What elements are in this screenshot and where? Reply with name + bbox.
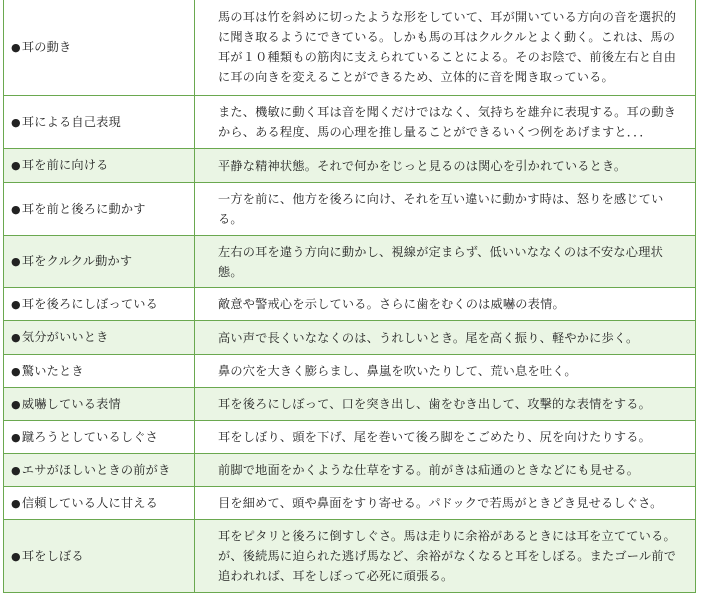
- row-description: [195, 0, 696, 96]
- row-heading: [4, 149, 195, 183]
- row-heading: [4, 520, 195, 593]
- row-heading: [4, 454, 195, 487]
- bullet-icon: ●: [11, 331, 21, 344]
- bullet-icon: ●: [11, 255, 21, 268]
- row-heading: [4, 487, 195, 520]
- row-description: [195, 520, 696, 593]
- row-description-text: 目を細めて、頭や鼻面をすり寄せる。パドックで若馬がときどき見せるしぐさ。: [218, 496, 663, 510]
- row-heading-label: エサがほしいときの前がき: [21, 462, 171, 477]
- row-description: [195, 96, 696, 149]
- row-description-text: 平静な精神状態。それで何かをじっと見るのは関心を引かれているとき。: [218, 158, 627, 173]
- row-heading-label: 耳の動き: [21, 39, 72, 54]
- row-heading-label: 耳をしぼる: [21, 548, 84, 563]
- row-description: [195, 388, 696, 421]
- row-heading-label: 耳を前に向ける: [21, 158, 109, 172]
- bullet-icon: ●: [11, 40, 21, 54]
- row-description: [195, 236, 696, 288]
- row-description: [195, 183, 696, 236]
- table-row: [4, 321, 696, 355]
- table-row: [4, 454, 696, 487]
- bullet-icon: ●: [11, 159, 21, 172]
- table-row: [4, 0, 696, 96]
- row-heading: [4, 388, 195, 421]
- row-heading-label: 耳を後ろにしぼっている: [21, 296, 159, 311]
- bullet-icon: ●: [11, 496, 21, 510]
- table-row: [4, 96, 696, 149]
- row-heading-label: 蹴ろうとしているしぐさ: [21, 429, 159, 444]
- row-heading: [4, 321, 195, 355]
- row-heading-label: 耳をクルクル動かす: [21, 254, 133, 268]
- row-heading: [4, 288, 195, 321]
- table-row: [4, 388, 696, 421]
- row-description: [195, 321, 696, 355]
- row-heading-label: 耳を前と後ろに動かす: [21, 201, 146, 216]
- row-description-text: 耳をしぼり、頭を下げ、尾を巻いて後ろ脚をこごめたり、尻を向けたりする。: [218, 430, 652, 444]
- table-row: [4, 288, 696, 321]
- row-description: [195, 355, 696, 388]
- row-heading-label: 耳による自己表現: [21, 114, 121, 129]
- row-description-text: 馬の耳は竹を斜めに切ったような形をしていて、耳が開いている方向の音を選択的に聞き取るようにできている。しかも馬の耳はクルクルとよく動く。これは、馬の耳が１０種類もの筋肉に支えられていることによる。そのお陰で、前後左右と自由に耳の向きを変えることができるため、立体的に音を聞き取っている。: [218, 10, 677, 84]
- row-heading: [4, 0, 195, 96]
- row-heading: [4, 236, 195, 288]
- row-heading: [4, 183, 195, 236]
- row-description-text: 一方を前に、他方を後ろに向け、それを互い違いに動かす時は、怒りを感じている。: [218, 192, 664, 226]
- row-heading: [4, 355, 195, 388]
- bullet-icon: ●: [11, 364, 21, 378]
- row-description: [195, 487, 696, 520]
- table-row: [4, 183, 696, 236]
- bullet-icon: ●: [11, 549, 21, 563]
- table-row: [4, 520, 696, 593]
- bullet-icon: ●: [11, 297, 21, 311]
- table-row: [4, 421, 696, 454]
- row-description-text: 前脚で地面をかくような仕草をする。前がきは疝通のときなどにも見せる。: [218, 463, 640, 477]
- row-description: [195, 149, 696, 183]
- table-row: [4, 149, 696, 183]
- table-row: [4, 487, 696, 520]
- bullet-icon: ●: [11, 397, 21, 411]
- bullet-icon: ●: [11, 202, 21, 216]
- row-description-text: 高い声で長くいななくのは、うれしいとき。尾を高く振り、軽やかに歩く。: [218, 330, 639, 345]
- row-heading-label: 驚いたとき: [21, 363, 84, 378]
- row-description-text: 左右の耳を違う方向に動かし、視線が定まらず、低いいななくのは不安な心理状態。: [218, 244, 663, 279]
- bullet-icon: ●: [11, 115, 21, 129]
- row-heading-label: 気分がいいとき: [21, 330, 109, 344]
- row-description-text: 鼻の穴を大きく膨らまし、鼻嵐を吹いたりして、荒い息を吐く。: [218, 364, 577, 378]
- row-description: [195, 421, 696, 454]
- row-description-text: また、機敏に動く耳は音を聞くだけではなく、気持ちを雄弁に表現する。耳の動きから、ある程度、馬の心理を推し量ることができるいくつ例をあげますと．．．: [218, 105, 677, 139]
- row-description-text: 耳を後ろにしぼって、口を突き出し、歯をむき出して、攻撃的な表情をする。: [218, 397, 652, 411]
- row-description: [195, 288, 696, 321]
- row-description: [195, 454, 696, 487]
- row-heading: [4, 96, 195, 149]
- horse-behavior-table: [3, 0, 696, 593]
- row-heading: [4, 421, 195, 454]
- bullet-icon: ●: [11, 463, 21, 477]
- row-heading-label: 威嚇している表情: [21, 396, 121, 411]
- bullet-icon: ●: [11, 430, 21, 444]
- row-heading-label: 信頼している人に甘える: [21, 495, 159, 510]
- row-description-text: 耳をピタリと後ろに倒すしぐさ。馬は走りに余裕があるときには耳を立てている。が、後続馬に迫られた逃げ馬など、余裕がなくなると耳をしぼる。またゴール前で追われれば、耳をしぼって必死に頑張る。: [218, 529, 677, 583]
- row-description-text: 敵意や警戒心を示している。さらに歯をむくのは威嚇の表情。: [218, 297, 565, 311]
- content-area: [3, 0, 696, 593]
- table-row: [4, 355, 696, 388]
- table-row: [4, 236, 696, 288]
